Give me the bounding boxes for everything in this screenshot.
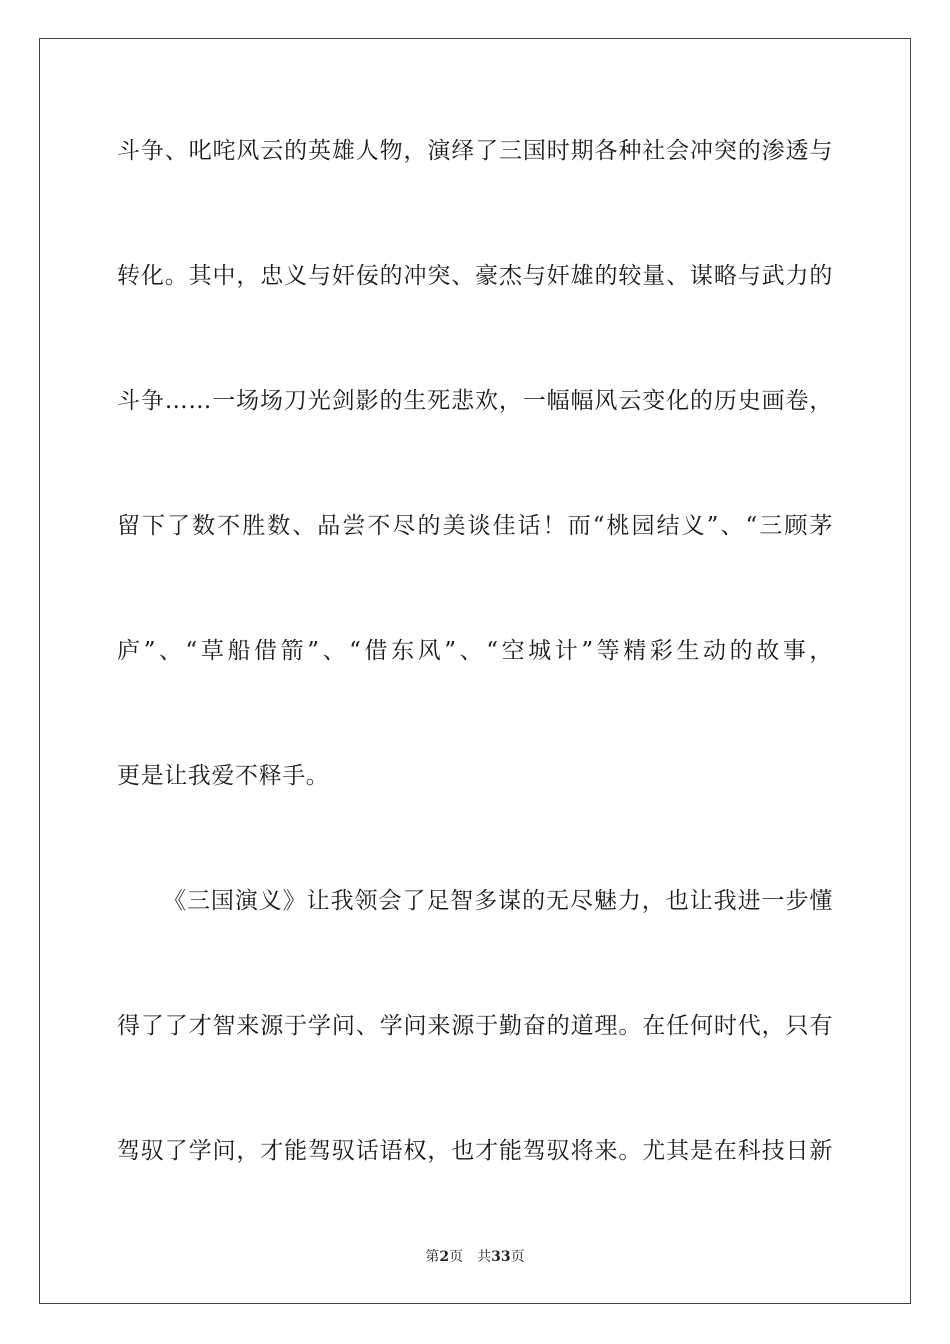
page-border [39, 38, 911, 1304]
text-line: 转化。其中，忠义与奸佞的冲突、豪杰与奸雄的较量、谋略与武力的 [117, 263, 833, 289]
total-suffix: 页 [510, 1249, 525, 1265]
text-line: 驾驭了学问，才能驾驭话语权，也才能驾驭将来。尤其是在科技日新 [117, 1138, 833, 1164]
text-line: 《三国演义》让我领会了足智多谋的无尽魅力，也让我进一步懂 [163, 888, 833, 914]
page-footer [0, 1246, 950, 1266]
page-number: 2 [439, 1249, 450, 1265]
page-prefix: 第 [425, 1249, 440, 1265]
text-line: 得了了才智来源于学问、学问来源于勤奋的道理。在任何时代，只有 [117, 1013, 833, 1039]
text-line: 庐”、“草船借箭”、“借东风”、“空城计”等精彩生动的故事， [117, 638, 833, 664]
text-line: 斗争、叱咤风云的英雄人物，演绎了三国时期各种社会冲突的渗透与 [117, 138, 833, 164]
page-suffix: 页 [449, 1249, 464, 1265]
text-line: 更是让我爱不释手。 [117, 763, 330, 789]
text-line: 斗争……一场场刀光剑影的生死悲欢，一幅幅风云变化的历史画卷， [117, 388, 833, 414]
text-line: 留下了数不胜数、品尝不尽的美谈佳话！而“桃园结义”、“三顾茅 [117, 513, 833, 539]
total-pages: 33 [491, 1249, 511, 1265]
total-prefix: 共 [477, 1249, 492, 1265]
